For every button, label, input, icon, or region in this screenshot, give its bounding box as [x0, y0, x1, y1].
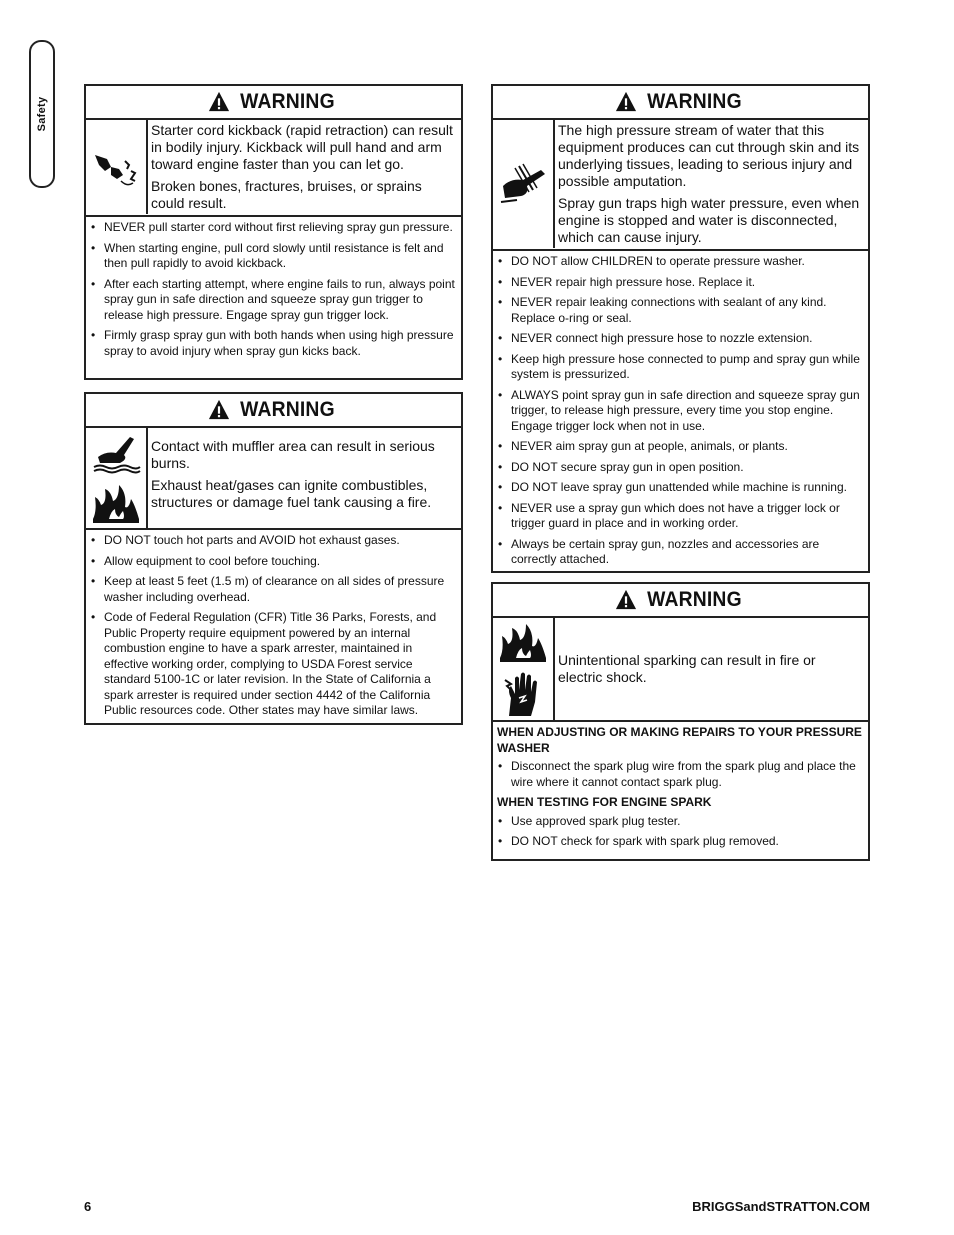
section-subheading: WHEN ADJUSTING OR MAKING REPAIRS TO YOUR PRESSURE WASHER — [497, 725, 862, 755]
hazard-text — [555, 618, 868, 720]
precaution-list — [493, 251, 868, 573]
list-item: • NEVER connect high pressure hose to nozzle extension. — [497, 331, 862, 347]
warning-box-sparking — [491, 582, 870, 861]
list-item: • Keep high pressure hose connected to pump and spray gun while system is pressurized. — [497, 352, 862, 383]
warning-title: WARNING — [647, 90, 742, 113]
hazard-text — [148, 428, 461, 528]
warning-header — [86, 394, 461, 428]
list-item: • Keep at least 5 feet (1.5 m) of clearance on all sides of pressure washer including overhead. — [90, 574, 455, 605]
list-item: • ALWAYS point spray gun in safe direction and squeeze spray gun trigger, to release high pressure, every time you stop engine. Engage trigger lock when not in use. — [497, 388, 862, 435]
warning-title: WARNING — [240, 90, 335, 113]
list-item: • Disconnect the spark plug wire from the spark plug and place the wire where it cannot contact spark plug. — [497, 759, 862, 790]
hazard-line: Spray gun traps high water pressure, even when engine is stopped and water is disconnected, which can cause injury. — [558, 195, 860, 245]
hazard-icons — [86, 120, 148, 214]
hazard-icons — [493, 618, 555, 720]
warning-triangle-icon — [615, 589, 637, 611]
list-item: • NEVER pull starter cord without first relieving spray gun pressure. — [90, 220, 455, 236]
injection-hazard-icon — [497, 160, 549, 208]
hazard-row — [86, 428, 461, 530]
hazard-line: The high pressure stream of water that this equipment produces can cut through skin and its underlying tissues, leading to serious injury and possible amputation. — [558, 122, 860, 189]
hazard-line: Starter cord kickback (rapid retraction) can result in bodily injury. Kickback will pull hand and arm toward engine faster than you can let go. — [151, 122, 453, 172]
page-number: 6 — [84, 1199, 92, 1214]
hazard-line: Exhaust heat/gases can ignite combustibles, structures or damage fuel tank causing a fire. — [151, 477, 432, 510]
fire-icon — [89, 481, 143, 525]
list-item: • DO NOT check for spark with spark plug removed. — [497, 834, 862, 850]
hazard-icons — [86, 428, 148, 528]
hazard-row — [86, 120, 461, 217]
hazard-line: Broken bones, fractures, bruises, or sprains could result. — [151, 178, 422, 211]
precaution-list — [86, 530, 461, 724]
hazard-text — [555, 120, 868, 249]
list-item: • Always be certain spray gun, nozzles and accessories are correctly attached. — [497, 537, 862, 568]
list-item: • NEVER aim spray gun at people, animals, or plants. — [497, 439, 862, 455]
hazard-row — [493, 120, 868, 251]
section-subheading: WHEN TESTING FOR ENGINE SPARK — [497, 795, 712, 809]
hazard-line: Unintentional sparking can result in fire or electric shock. — [558, 651, 816, 685]
precaution-list — [493, 758, 868, 792]
warning-triangle-icon — [208, 399, 230, 421]
fire-icon — [496, 620, 550, 664]
list-item: • Firmly grasp spray gun with both hands when using high pressure spray to avoid injury when spray gun kicks back. — [90, 328, 455, 359]
list-item: • Use approved spark plug tester. — [497, 814, 862, 830]
hazard-row — [493, 618, 868, 722]
list-item: • DO NOT allow CHILDREN to operate pressure washer. — [497, 254, 862, 270]
list-item: • DO NOT leave spray gun unattended while machine is running. — [497, 480, 862, 496]
hot-surface-icon — [90, 431, 142, 475]
list-item: • NEVER use a spray gun which does not have a trigger lock or trigger guard in place and in working order. — [497, 501, 862, 532]
side-tab-label: Safety — [36, 96, 48, 132]
list-item: • Code of Federal Regulation (CFR) Title 36 Parks, Forests, and Public Property require equipment powered by an internal combustion engine to have a spark arrester, maintained in effective working order, complying to USDA Forest service standard 5100-1C or later revision. In the State of California a spark arrester is required under section 4442 of the California Public resources code. Other states may have similar laws. — [90, 610, 455, 719]
warning-header — [493, 86, 868, 120]
site-url: BRIGGSandSTRATTON.COM — [692, 1199, 870, 1214]
list-item: • When starting engine, pull cord slowly until resistance is felt and then pull rapidly to avoid kickback. — [90, 241, 455, 272]
warning-header — [86, 86, 461, 120]
precaution-list — [493, 813, 868, 855]
hazard-text — [148, 120, 461, 215]
warning-triangle-icon — [615, 91, 637, 113]
electric-shock-icon — [501, 670, 545, 718]
kickback-hand-icon — [91, 145, 141, 189]
list-item: • After each starting attempt, where engine fails to run, always point spray gun in safe direction and squeeze spray gun trigger to release high pressure. Engage spray gun trigger lock. — [90, 277, 455, 324]
hazard-icons — [493, 120, 555, 248]
warning-box-high-pressure — [491, 84, 870, 573]
warning-box-kickback — [84, 84, 463, 380]
warning-title: WARNING — [647, 588, 742, 611]
warning-header — [493, 584, 868, 618]
list-item: • Allow equipment to cool before touching. — [90, 554, 455, 570]
precaution-list — [86, 217, 461, 364]
list-item: • DO NOT secure spray gun in open position. — [497, 460, 862, 476]
warning-box-hot-surface — [84, 392, 463, 725]
list-item: • NEVER repair high pressure hose. Replace it. — [497, 275, 862, 291]
list-item: • DO NOT touch hot parts and AVOID hot exhaust gases. — [90, 533, 455, 549]
list-item: • NEVER repair leaking connections with sealant of any kind. Replace o-ring or seal. — [497, 295, 862, 326]
hazard-line: Contact with muffler area can result in serious burns. — [151, 438, 435, 471]
warning-title: WARNING — [240, 398, 335, 421]
warning-triangle-icon — [208, 91, 230, 113]
side-tab — [29, 40, 55, 188]
